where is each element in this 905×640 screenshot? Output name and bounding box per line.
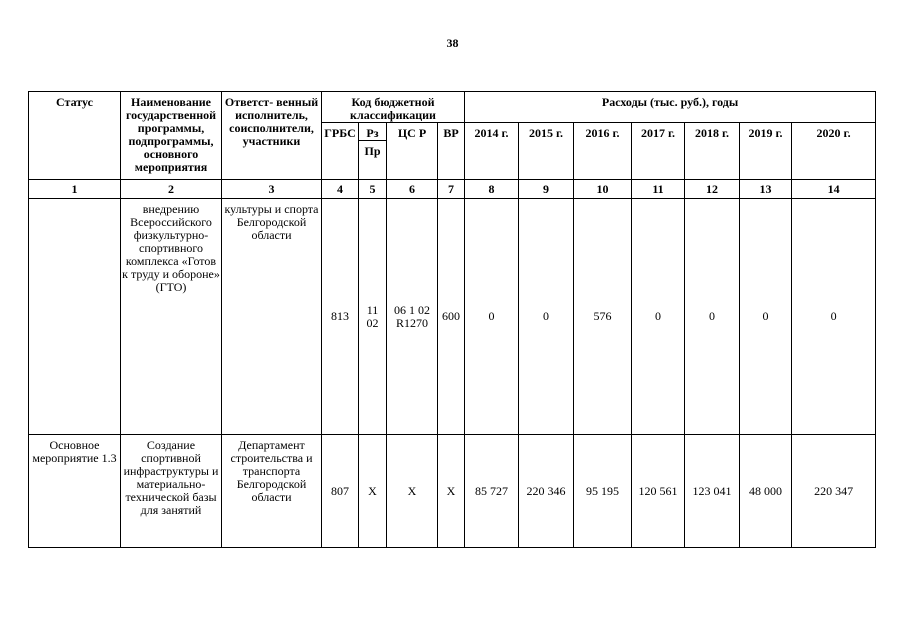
table-row [29, 199, 876, 435]
row-executor: культуры и спорта Белгородской области [222, 199, 322, 435]
row-value-2014: 85 727 [465, 435, 519, 548]
row-status: Основное мероприятие 1.3 [29, 435, 121, 548]
header-executor: Ответст- венный исполнитель, соисполнители, участники [222, 92, 322, 180]
header-rz: Рз [359, 123, 387, 141]
row-value-2020: 0 [792, 199, 876, 435]
row-value-2017: 0 [632, 199, 685, 435]
page-number: 38 [446, 36, 459, 50]
column-number: 6 [387, 180, 438, 199]
header-year-2014: 2014 г. [465, 123, 519, 180]
column-number: 4 [322, 180, 359, 199]
row-value-2016: 95 195 [574, 435, 632, 548]
row-vr: 600 [438, 199, 465, 435]
row-value-2017: 120 561 [632, 435, 685, 548]
header-year-2015: 2015 г. [519, 123, 574, 180]
column-number: 13 [740, 180, 792, 199]
column-number: 8 [465, 180, 519, 199]
column-number: 11 [632, 180, 685, 199]
header-year-2016: 2016 г. [574, 123, 632, 180]
row-rz: Х [359, 435, 387, 548]
row-value-2018: 0 [685, 199, 740, 435]
header-status: Статус [29, 92, 121, 180]
column-number: 2 [121, 180, 222, 199]
header-row [29, 92, 876, 123]
row-executor: Департамент строительства и транспорта Белгородской области [222, 435, 322, 548]
header-name: Наименование государственной программы, подпрограммы, основного мероприятия [121, 92, 222, 180]
header-expenses: Расходы (тыс. руб.), годы [465, 92, 876, 123]
row-value-2018: 123 041 [685, 435, 740, 548]
row-name: Создание спортивной инфраструктуры и материально-технической базы для занятий [121, 435, 222, 548]
column-number: 5 [359, 180, 387, 199]
row-grbs: 813 [322, 199, 359, 435]
row-csr: Х [387, 435, 438, 548]
row-rz: 11 02 [359, 199, 387, 435]
row-value-2016: 576 [574, 199, 632, 435]
header-year-2019: 2019 г. [740, 123, 792, 180]
header-pr: Пр [359, 141, 387, 180]
row-value-2019: 48 000 [740, 435, 792, 548]
row-grbs: 807 [322, 435, 359, 548]
header-year-2020: 2020 г. [792, 123, 876, 180]
row-value-2015: 0 [519, 199, 574, 435]
row-csr: 06 1 02 R1270 [387, 199, 438, 435]
column-number: 12 [685, 180, 740, 199]
column-number: 1 [29, 180, 121, 199]
column-number: 14 [792, 180, 876, 199]
row-value-2020: 220 347 [792, 435, 876, 548]
column-number: 7 [438, 180, 465, 199]
row-value-2019: 0 [740, 199, 792, 435]
table-row [29, 435, 876, 548]
column-number: 3 [222, 180, 322, 199]
row-vr: Х [438, 435, 465, 548]
header-grbs: ГРБС [322, 123, 359, 180]
column-numbers-row [29, 180, 876, 199]
budget-table [28, 91, 876, 548]
header-vr: ВР [438, 123, 465, 180]
header-year-2018: 2018 г. [685, 123, 740, 180]
row-name: внедрению Всероссийского физкультурно-спортивного комплекса «Готов к труду и обороне» (ГТО) [121, 199, 222, 435]
row-status [29, 199, 121, 435]
header-csr: ЦС Р [387, 123, 438, 180]
header-budget-code: Код бюджетной классификации [322, 92, 465, 123]
row-value-2014: 0 [465, 199, 519, 435]
column-number: 10 [574, 180, 632, 199]
header-year-2017: 2017 г. [632, 123, 685, 180]
column-number: 9 [519, 180, 574, 199]
row-value-2015: 220 346 [519, 435, 574, 548]
